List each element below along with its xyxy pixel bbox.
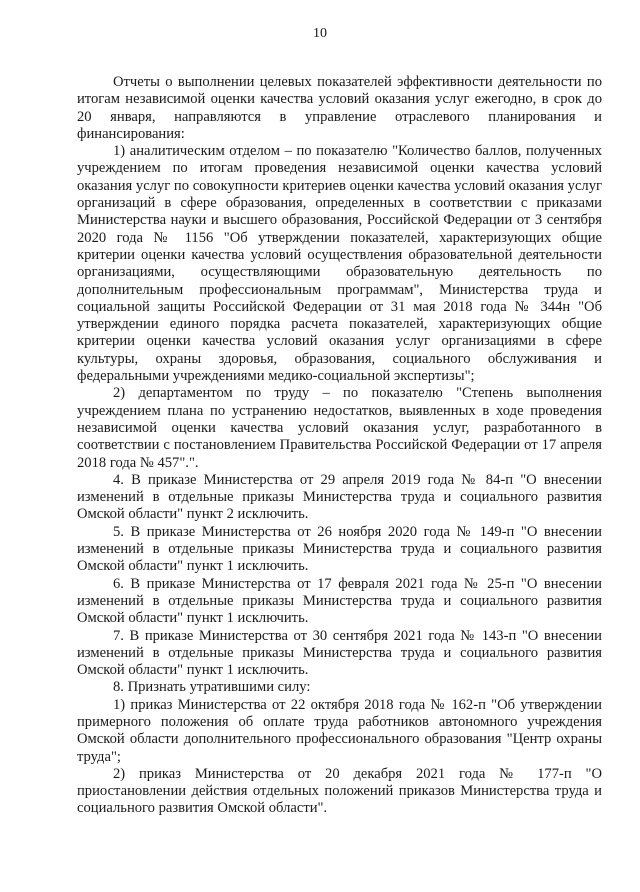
paragraph-analytics-department: 1) аналитическим отделом – по показателю "Количество баллов, полученных учреждением по итогам проведения независимой оценки качества условий оказания услуг по совокупности критериев оценки качества условий оказания услуг организаций в сфере образования, определенных в соответствии с приказами Министерства науки и высшего образования, Российской Федерации от 3 сентября 2020 года № 1156 "Об утверждении показателей, характеризующих общие критерии оценки качества условий осуществления образовательной деятельности организациями, осуществляющими образовательную деятельность по дополнительным профессиональным программам", Министерства труда и социальной защиты Российской Федерации от 31 мая 2018 года № 344н "Об утверждении единого порядка расчета показателей, характеризующих общие критерии оценки качества условий оказания услуг организациями в сфере культуры, охраны здоровья, образования, социального обслуживания и федеральными учреждениями медико-социальной экспертизы";	[77, 143, 602, 385]
paragraph-repeal-2: 2) приказ Министерства от 20 декабря 2021 года № 177-п "О приостановлении действия отдельных положений приказов Министерства труда и социального развития Омской области".	[77, 765, 602, 817]
page-number: 10	[313, 26, 327, 41]
paragraph-item-4: 4. В приказе Министерства от 29 апреля 2019 года № 84-п "О внесении изменений в отдельные приказы Министерства труда и социального развития Омской области" пункт 2 исключить.	[77, 471, 602, 523]
document-body	[77, 74, 602, 818]
paragraph-reports-intro: Отчеты о выполнении целевых показателей эффективности деятельности по итогам независимой оценки качества условий оказания услуг ежегодно, в срок до 20 января, направляются в управление отраслевого планирования и финансирования:	[77, 74, 602, 142]
paragraph-item-5: 5. В приказе Министерства от 26 ноября 2020 года № 149-п "О внесении изменений в отдельные приказы Министерства труда и социального развития Омской области" пункт 1 исключить.	[77, 523, 602, 575]
paragraph-item-7: 7. В приказе Министерства от 30 сентября 2021 года № 143-п "О внесении изменений в отдельные приказы Министерства труда и социального развития Омской области" пункт 1 исключить.	[77, 627, 602, 679]
paragraph-item-8: 8. Признать утратившими силу:	[113, 679, 311, 696]
paragraph-repeal-1: 1) приказ Министерства от 22 октября 2018 года № 162-п "Об утверждении примерного положения об оплате труда работников автономного учреждения Омской области дополнительного профессионального образования "Центр охраны труда";	[77, 696, 602, 765]
paragraph-labor-department: 2) департаментом по труду – по показателю "Степень выполнения учреждением плана по устранению недостатков, выявленных в ходе проведения независимой оценки качества условий оказания услуг, разработанного в соответствии с постановлением Правительства Российской Федерации от 17 апреля 2018 года № 457".".	[77, 385, 602, 471]
paragraph-item-6: 6. В приказе Министерства от 17 февраля 2021 года № 25-п "О внесении изменений в отдельные приказы Министерства труда и социального развития Омской области" пункт 1 исключить.	[77, 575, 602, 627]
